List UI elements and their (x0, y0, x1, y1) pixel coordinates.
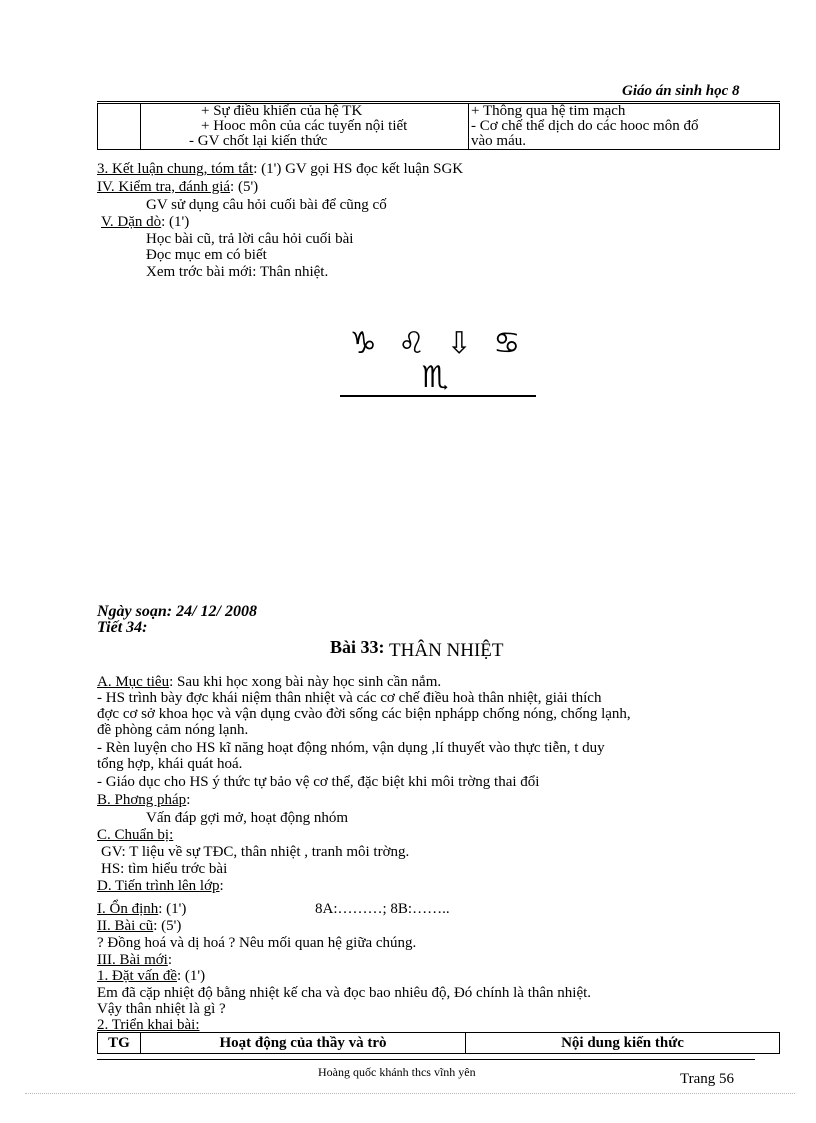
table-cell-content (469, 104, 780, 150)
page-header-title: Giáo án sinh học 8 (622, 83, 740, 99)
step-stabilize: I. Ổn định: (1') (97, 901, 187, 917)
table-row (98, 1033, 780, 1054)
footer-rule (97, 1059, 755, 1060)
class-list: 8A:………; 8B:…….. (315, 901, 450, 917)
preparation-line: GV: T liệu về sự TĐC, thân nhiệt , tranh môi trờng. (101, 844, 410, 860)
section-procedure: D. Tiến trình lên lớp: (97, 878, 224, 894)
introduction-line: Em đã cặp nhiệt độ bằng nhiệt kế cha và đọc bao nhiêu độ, Đó chính là thân nhiệt. (97, 985, 592, 1001)
homework-line: Đọc mục em có biết (146, 247, 267, 263)
header-cell-content: Nội dung kiến thức (466, 1033, 780, 1054)
section-assessment: IV. Kiểm tra, đánh giá: (5') (97, 179, 259, 195)
footer-author: Hoàng quốc khánh thcs vĩnh yên (318, 1065, 476, 1079)
preparation-line: HS: tìm hiểu trớc bài (101, 861, 228, 877)
introduction-line: Vậy thân nhiệt là gì ? (97, 1001, 226, 1017)
homework-line: Xem trớc bài mới: Thân nhiệt. (146, 264, 329, 280)
section-homework: V. Dặn dò: (1') (101, 214, 190, 230)
step-new-lesson: III. Bài mới: (97, 952, 173, 968)
cell-line: + Sự điều khiển của hệ TK (201, 103, 363, 119)
page-edge-dots (25, 1093, 795, 1094)
cell-line: - Cơ chế thể dịch do các hooc môn đổ (471, 118, 699, 134)
continuation-table (97, 103, 780, 150)
cell-line: vào máu. (471, 133, 526, 149)
objective-line: tổng hợp, khái quát hoá. (97, 756, 243, 772)
zodiac-ornament: ♑ ♌ ⇩ ♋ ♏ (340, 327, 536, 397)
page-number: Trang 56 (680, 1071, 735, 1087)
header-cell-time: TG (98, 1033, 141, 1054)
assessment-line: GV sử dụng câu hỏi cuối bài để cũng cố (146, 197, 387, 213)
section-conclusion: 3. Kết luận chung, tóm tắt: (1') GV gọi HS đọc kết luận SGK (97, 161, 464, 177)
section-method: B. Phơng pháp: (97, 792, 191, 808)
table-cell-empty (98, 104, 141, 150)
homework-line: Học bài cũ, trả lời câu hỏi cuối bài (146, 231, 354, 247)
section-objectives: A. Mục tiêu: Sau khi học xong bài này học sinh cần nắm. (97, 674, 442, 690)
lesson-title: Bài 33: THÂN NHIỆT (330, 637, 504, 661)
step-introduction: 1. Đặt vấn đề: (1') (97, 968, 206, 984)
cell-line: - GV chốt lại kiến thức (189, 133, 328, 149)
review-question: ? Đồng hoá và dị hoá ? Nêu mối quan hệ giữa chúng. (97, 935, 417, 951)
cell-line: + Thông qua hệ tim mạch (471, 103, 626, 119)
section-preparation: C. Chuẩn bị: (97, 827, 174, 843)
table-row (98, 104, 780, 150)
objective-line: - HS trình bày đợc khái niệm thân nhiệt và các cơ chế điều hoà thân nhiệt, giải thích (97, 690, 602, 706)
header-rule (97, 101, 780, 102)
lesson-period: Tiết 34: (97, 619, 148, 636)
cell-line: + Hooc môn của các tuyến nội tiết (201, 118, 408, 134)
method-line: Vấn đáp gợi mở, hoạt động nhóm (146, 810, 349, 826)
objective-line: đợc cơ sở khoa học và vận dụng cvào đời sống các biện nphápp chống nóng, chống lạnh, (97, 706, 631, 722)
step-develop: 2. Triển khai bài: (97, 1017, 200, 1033)
objective-line: - Rèn luyện cho HS kĩ năng hoạt động nhóm, vận dụng ,lí thuyết vào thực tiễn, t duy (97, 740, 605, 756)
objective-line: - Giáo dục cho HS ý thức tự bảo vệ cơ thể, đặc biệt khi môi trờng thai đổi (97, 774, 540, 790)
header-cell-activities: Hoạt động của thầy và trò (141, 1033, 466, 1054)
table-cell-activities (141, 104, 469, 150)
lesson-date: Ngày soạn: 24/ 12/ 2008 (97, 603, 257, 620)
step-review: II. Bài cũ: (5') (97, 918, 182, 934)
objective-line: đề phòng cảm nóng lạnh. (97, 722, 249, 738)
activity-table-header (97, 1032, 780, 1054)
